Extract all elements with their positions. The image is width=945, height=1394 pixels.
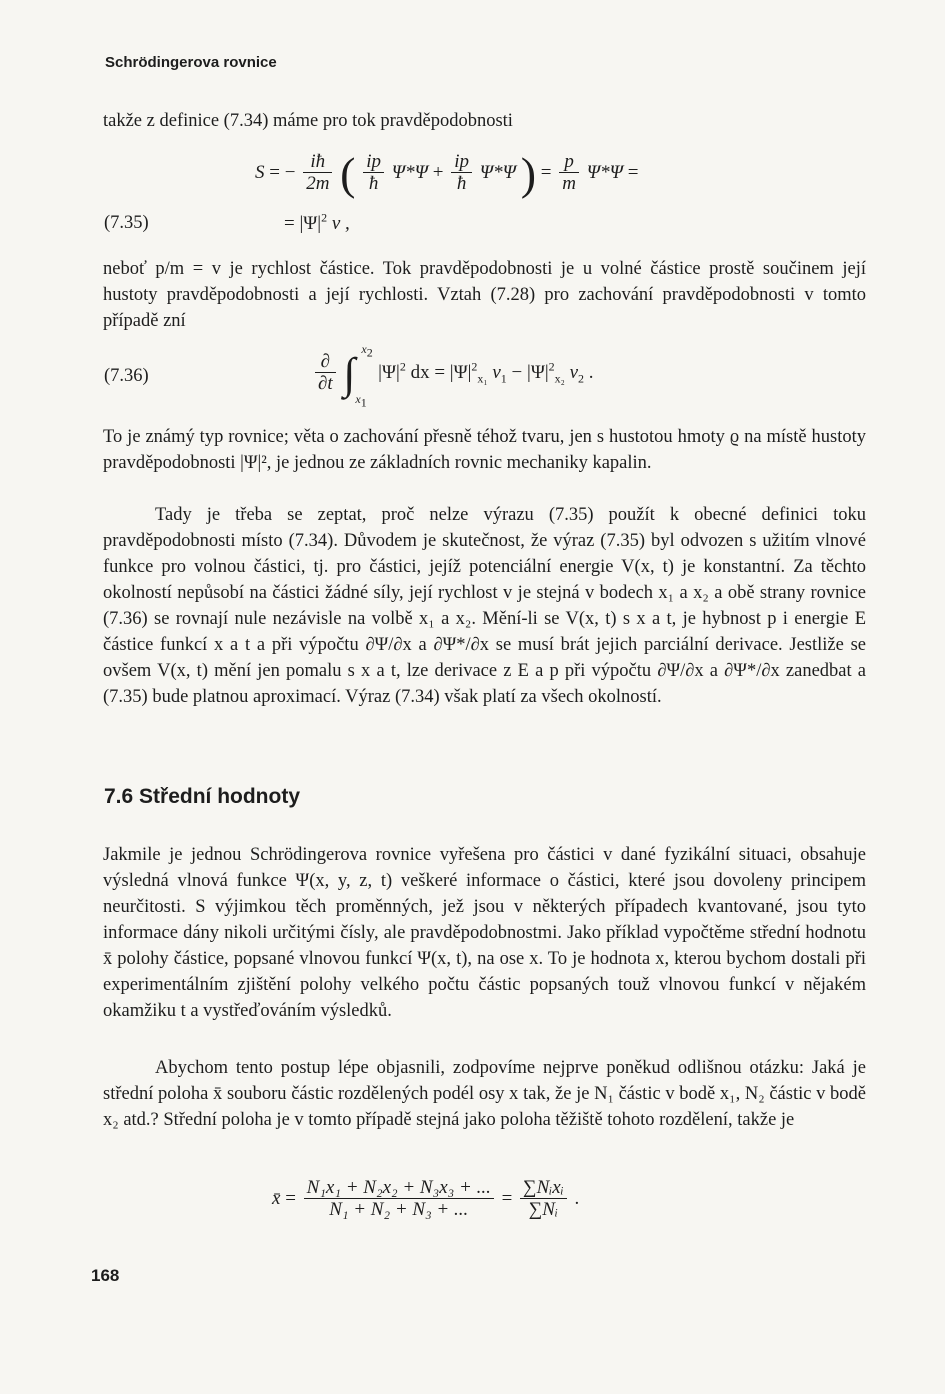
- rhs-sub: x₁: [477, 371, 488, 386]
- equation-number-7-36: (7.36): [104, 366, 149, 386]
- running-header: Schrödingerova rovnice: [105, 54, 277, 71]
- velocity-sub: 1: [500, 371, 507, 386]
- eq-term: Ψ*Ψ: [391, 161, 428, 183]
- limit-var: x: [355, 392, 361, 406]
- equation-mean: [272, 1178, 579, 1221]
- fraction: [304, 1178, 494, 1221]
- page-number: 168: [91, 1266, 120, 1285]
- integral-lower-limit: [355, 392, 367, 410]
- paragraph-4: Jakmile je jednou Schrödingerova rovnice vyřešena pro částici v dané fyzikální situaci, obsahuje výsledná vlnová funkce Ψ(x, y, z, t) veškeré informace o částici, které jsou dovoleny principem neurčitosti. S výjimkou těch proměnných, jež jsou v některých případech kvantované, jsou tyto informace dány nikoli určitými čísly, ale pravděpodobnostmi. Jako příklad vypočtěme střední hodnotu x̄ polohy částice, popsané vlnovou funkcí Ψ(x, t), na ose x. To je hodnota x, kterou bychom dostali při experimentálním zjištění polohy velkého počtu částic popsaných touž vlnovou funkcí v nějakém okamžiku t a vystřeďováním výsledků.: [103, 845, 866, 1021]
- equation-7-35-line1: [255, 147, 638, 200]
- right-paren: ): [520, 148, 537, 199]
- frac-num: p: [559, 152, 579, 173]
- velocity-sub: 2: [578, 371, 585, 386]
- eq-lhs: S: [255, 161, 265, 183]
- integrand-sup: 2: [399, 359, 406, 374]
- dx: dx =: [405, 361, 446, 383]
- intro-line: takže z definice (7.34) máme pro tok pravděpodobnosti: [103, 111, 513, 131]
- velocity: v: [564, 361, 579, 383]
- rhs-sub: x₂: [554, 371, 565, 386]
- paragraph-3: Tady je třeba se zeptat, proč nelze výrazu (7.35) použít k obecné definici toku pravděpodobnosti místo (7.34). Důvodem je skutečnost, že výraz (7.35) byl odvozen s užitím vlnové funkce pro volnou částici, tj. pro částici, jejíž potenciální energie V(x, t) je konstantní. Za těchto okolností nepůsobí na částici žádné síly, její rychlost v je stejná v bodech x₁ a x₂ a obě strany rovnice (7.36) se rovnají nule nezávisle na volbě x₁ a x₂. Mění-li se V(x, t) s x a t, je hybnost p i energie E částice funkcí x a t a při výpočtu ∂Ψ/∂x a ∂Ψ*/∂x se musí brát jejich parciální derivace. Jestliže se ovšem V(x, t) mění jen pomalu s x a t, lze derivace z E a p při výpočtu ∂Ψ/∂x a ∂Ψ*/∂x zanedbat a (7.35) bude platnou aproximací. Výraz (7.34) však platí za všech okolností.: [103, 505, 866, 707]
- partial-derivative: [315, 352, 336, 395]
- paragraph-1: neboť p/m = v je rychlost částice. Tok pravděpodobnosti je u volné částice prostě součinem její hustoty pravděpodobnosti a její rychlosti. Vztah (7.28) pro zachování pravděpodobnosti v tomto případě zní: [103, 259, 866, 331]
- eq-minus: −: [284, 161, 296, 183]
- frac-num: ∂: [315, 352, 336, 373]
- frac-num: N₁x₁ + N₂x₂ + N₃x₃ + ...: [304, 1178, 494, 1199]
- limit-var: x: [361, 342, 367, 356]
- section-heading: 7.6 Střední hodnoty: [104, 785, 301, 808]
- rhs-sup: 2: [548, 359, 555, 374]
- frac-den: m: [562, 173, 576, 194]
- eq-tail: v ,: [327, 213, 350, 234]
- integral-symbol: ∫: [343, 349, 356, 398]
- frac-den: ∂t: [318, 373, 333, 394]
- integrand: |Ψ|: [378, 361, 400, 383]
- frac-num: ip: [363, 152, 384, 173]
- limit-sub: 2: [366, 345, 373, 360]
- equation-7-36: [312, 342, 594, 410]
- frac-den: 2m: [306, 173, 330, 194]
- eq-equals: =: [501, 1187, 513, 1209]
- rhs-abs: |Ψ|: [527, 361, 549, 383]
- eq-term: Ψ*Ψ: [586, 161, 623, 183]
- fraction: [520, 1178, 567, 1221]
- paragraph-5: Abychom tento postup lépe objasnili, zodpovíme nejprve poněkud odlišnou otázku: Jaká je střední poloha x̄ souboru částic rozdělených podél osy x tak, že je N₁ částic v bodě x₁, N₂ částic v bodě x₂ atd.? Střední poloha je v tomto případě stejná jako poloha těžiště tohoto rozdělení, takže je: [103, 1058, 866, 1130]
- eq-equals: =: [285, 1187, 296, 1209]
- eq-plus: +: [432, 161, 444, 183]
- frac-num: iħ: [303, 152, 332, 173]
- integral-upper-limit: [361, 342, 373, 360]
- equation-7-35-line2: [284, 210, 350, 235]
- frac-num: ip: [451, 152, 472, 173]
- frac-den: ħ: [368, 173, 379, 194]
- frac-den: N₁ + N₂ + N₃ + ...: [329, 1199, 469, 1220]
- left-paren: (: [340, 148, 356, 199]
- eq-lhs: x̄: [272, 1187, 281, 1209]
- fraction: [451, 152, 472, 195]
- eq-tail: .: [584, 361, 594, 383]
- fraction: [303, 152, 332, 195]
- eq-equals: =: [269, 161, 280, 183]
- rhs-abs: |Ψ|: [449, 361, 472, 383]
- equation-number-7-35: (7.35): [104, 213, 149, 233]
- eq-abs: = |Ψ|: [284, 213, 322, 234]
- paragraph-2: To je známý typ rovnice; věta o zachování přesně téhož tvaru, jen s hustotou hmoty ϱ na místě hustoty pravděpodobnosti |Ψ|², je jednou ze základních rovnic mechaniky kapalin.: [103, 427, 866, 473]
- integral-sign: [343, 342, 373, 410]
- limit-sub: 1: [360, 395, 367, 410]
- velocity: v: [487, 361, 501, 383]
- eq-equals: =: [540, 161, 552, 183]
- frac-num: ∑Nᵢxᵢ: [520, 1178, 567, 1199]
- eq-sup: 2: [321, 210, 328, 225]
- eq-term: Ψ*Ψ: [479, 161, 516, 183]
- eq-equals: =: [627, 161, 639, 183]
- frac-den: ∑Nᵢ: [528, 1199, 558, 1220]
- frac-den: ħ: [456, 173, 467, 194]
- eq-minus: −: [511, 361, 528, 383]
- fraction: [559, 152, 579, 195]
- eq-tail: .: [574, 1187, 580, 1209]
- rhs-sup: 2: [471, 359, 478, 374]
- fraction: [363, 152, 384, 195]
